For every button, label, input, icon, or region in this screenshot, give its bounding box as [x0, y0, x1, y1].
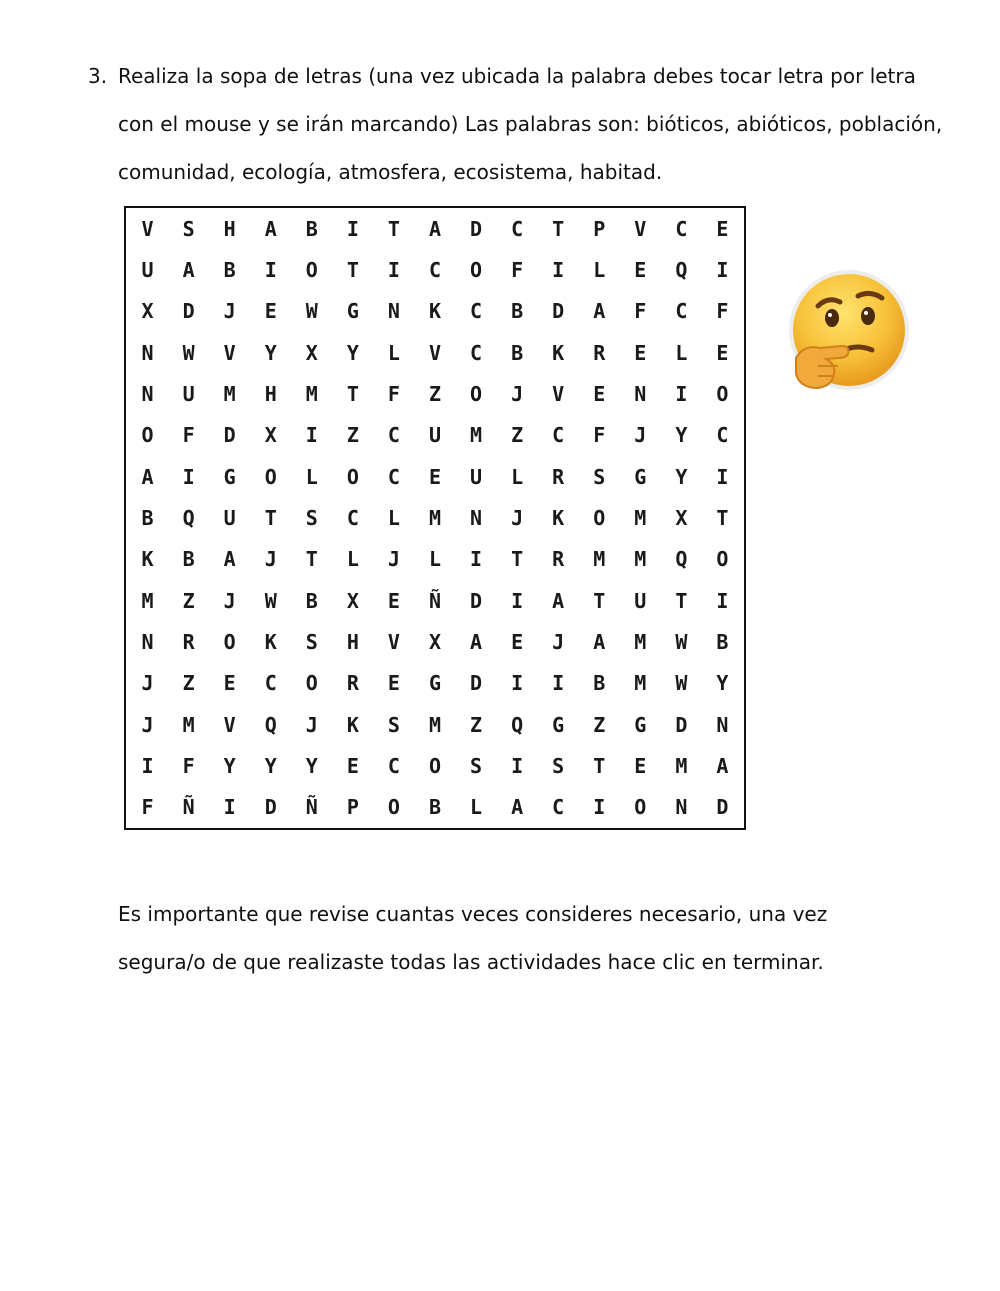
grid-cell[interactable]: M — [634, 547, 647, 572]
grid-cell[interactable]: C — [470, 340, 483, 365]
grid-cell[interactable]: B — [182, 547, 195, 572]
grid-cell[interactable]: Z — [182, 588, 195, 613]
grid-cell[interactable]: V — [223, 340, 236, 365]
grid-cell[interactable]: J — [141, 712, 154, 737]
grid-cell[interactable]: I — [264, 257, 277, 282]
grid-cell[interactable]: T — [675, 588, 688, 613]
grid-cell[interactable]: Ñ — [428, 588, 442, 613]
grid-cell[interactable]: F — [182, 753, 195, 778]
grid-cell[interactable]: A — [141, 464, 154, 489]
grid-cell[interactable]: O — [716, 381, 729, 406]
grid-cell[interactable]: D — [716, 795, 729, 820]
grid-cell[interactable]: S — [305, 629, 318, 654]
grid-cell[interactable]: L — [305, 464, 318, 489]
grid-cell[interactable]: O — [346, 464, 359, 489]
grid-cell[interactable]: O — [428, 753, 442, 778]
grid-cell[interactable]: X — [346, 588, 359, 613]
instruction-number: 3. — [88, 64, 108, 88]
grid-cell[interactable]: I — [716, 588, 729, 613]
grid-cell[interactable]: C — [470, 299, 483, 324]
grid-cell[interactable]: J — [634, 423, 647, 448]
grid-cell[interactable]: W — [182, 340, 195, 365]
grid-cell[interactable]: C — [552, 423, 565, 448]
grid-cell[interactable]: F — [593, 423, 606, 448]
grid-cell[interactable]: A — [716, 753, 729, 778]
grid-cell[interactable]: R — [552, 464, 565, 489]
grid-cell[interactable]: V — [223, 712, 236, 737]
grid-cell[interactable]: N — [675, 795, 688, 820]
grid-cell[interactable]: J — [264, 547, 277, 572]
grid-cell[interactable]: Y — [223, 753, 236, 778]
grid-cell[interactable]: Q — [182, 505, 195, 530]
grid-cell[interactable]: E — [387, 671, 400, 696]
grid-cell[interactable]: J — [223, 588, 236, 613]
grid-cell[interactable]: S — [387, 712, 400, 737]
grid-cell[interactable]: M — [634, 671, 647, 696]
grid-cell[interactable]: H — [264, 381, 277, 406]
grid-cell[interactable]: L — [428, 547, 442, 572]
grid-cell[interactable]: Ñ — [182, 795, 195, 820]
grid-cell[interactable]: Y — [264, 340, 277, 365]
grid-cell[interactable]: C — [387, 753, 400, 778]
grid-cell[interactable]: J — [223, 299, 236, 324]
grid-cell[interactable]: F — [141, 795, 154, 820]
grid-cell[interactable]: R — [593, 340, 606, 365]
grid-cell[interactable]: M — [470, 423, 483, 448]
grid-cell[interactable]: E — [428, 464, 442, 489]
grid-cell[interactable]: F — [182, 423, 195, 448]
grid-cell[interactable]: E — [634, 257, 647, 282]
grid-cell[interactable]: T — [593, 588, 606, 613]
grid-cell[interactable]: O — [470, 257, 483, 282]
grid-cell[interactable]: U — [634, 588, 647, 613]
grid-cell[interactable]: I — [387, 257, 400, 282]
grid-cell[interactable]: D — [470, 588, 483, 613]
grid-cell[interactable]: U — [141, 257, 154, 282]
grid-cell[interactable]: A — [264, 216, 277, 241]
grid-cell[interactable]: Ñ — [305, 795, 318, 820]
grid-cell[interactable]: C — [511, 216, 524, 241]
grid-cell[interactable]: G — [223, 464, 236, 489]
grid-cell[interactable]: Y — [716, 671, 729, 696]
grid-cell[interactable]: M — [634, 505, 647, 530]
grid-cell[interactable]: X — [675, 505, 688, 530]
grid-cell[interactable]: C — [552, 795, 565, 820]
grid-cell[interactable]: B — [716, 629, 729, 654]
grid-cell[interactable]: B — [593, 671, 606, 696]
grid-cell[interactable]: T — [552, 216, 565, 241]
grid-cell[interactable]: E — [264, 299, 277, 324]
thinking-face-icon — [782, 266, 914, 398]
grid-cell[interactable]: E — [511, 629, 524, 654]
grid-cell[interactable]: G — [634, 464, 647, 489]
grid-cell[interactable]: A — [470, 629, 483, 654]
grid-cell[interactable]: D — [675, 712, 688, 737]
grid-cell[interactable]: U — [428, 423, 442, 448]
grid-cell[interactable]: A — [593, 299, 606, 324]
grid-cell[interactable]: A — [428, 216, 442, 241]
grid-cell[interactable]: M — [634, 629, 647, 654]
grid-cell[interactable]: I — [716, 257, 729, 282]
grid-cell[interactable]: T — [387, 216, 400, 241]
grid-cell[interactable]: Z — [511, 423, 524, 448]
grid-cell[interactable]: O — [634, 795, 647, 820]
grid-cell[interactable]: D — [552, 299, 565, 324]
grid-cell[interactable]: L — [387, 340, 400, 365]
grid-cell[interactable]: J — [552, 629, 565, 654]
grid-cell[interactable]: T — [346, 381, 359, 406]
grid-cell[interactable]: H — [223, 216, 236, 241]
grid-cell[interactable]: V — [387, 629, 400, 654]
grid-cell[interactable]: R — [346, 671, 359, 696]
grid-cell[interactable]: D — [223, 423, 236, 448]
grid-cell[interactable]: E — [634, 340, 647, 365]
grid-cell[interactable]: K — [346, 712, 359, 737]
grid-cell[interactable]: J — [305, 712, 318, 737]
grid-cell[interactable]: O — [305, 671, 318, 696]
grid-cell[interactable]: I — [511, 671, 524, 696]
grid-cell[interactable]: C — [264, 671, 277, 696]
grid-cell[interactable]: Y — [675, 423, 688, 448]
grid-cell[interactable]: Y — [305, 753, 318, 778]
grid-cell[interactable]: X — [428, 629, 442, 654]
word-search-box — [124, 206, 746, 830]
grid-cell[interactable]: I — [511, 588, 524, 613]
grid-cell[interactable]: X — [305, 340, 318, 365]
grid-cell[interactable]: Y — [264, 753, 277, 778]
grid-cell[interactable]: L — [593, 257, 606, 282]
grid-cell[interactable]: H — [346, 629, 359, 654]
grid-cell[interactable]: Y — [346, 340, 359, 365]
grid-cell[interactable]: P — [346, 795, 359, 820]
grid-cell[interactable]: T — [264, 505, 277, 530]
grid-cell[interactable]: D — [264, 795, 277, 820]
grid-cell[interactable]: W — [305, 299, 318, 324]
grid-cell[interactable]: K — [264, 629, 277, 654]
grid-cell[interactable]: O — [223, 629, 236, 654]
grid-cell[interactable]: N — [470, 505, 483, 530]
grid-cell[interactable]: J — [511, 505, 524, 530]
grid-cell[interactable]: F — [511, 257, 524, 282]
grid-cell[interactable]: K — [552, 505, 565, 530]
instruction-block — [88, 52, 948, 196]
grid-cell[interactable]: X — [141, 299, 154, 324]
grid-cell[interactable]: S — [552, 753, 565, 778]
grid-cell[interactable]: U — [470, 464, 483, 489]
grid-cell[interactable]: N — [716, 712, 729, 737]
grid-cell[interactable]: M — [428, 712, 442, 737]
grid-cell[interactable]: Q — [264, 712, 277, 737]
grid-cell[interactable]: R — [552, 547, 565, 572]
grid-cell[interactable]: F — [634, 299, 647, 324]
grid-cell[interactable]: B — [305, 216, 318, 241]
grid-cell[interactable]: U — [182, 381, 195, 406]
grid-cell[interactable]: C — [346, 505, 359, 530]
grid-cell[interactable]: A — [511, 795, 524, 820]
grid-cell[interactable]: T — [511, 547, 524, 572]
closing-line-1: Es importante que revise cuantas veces consideres necesario, una vez — [118, 902, 828, 926]
grid-cell[interactable]: B — [428, 795, 442, 820]
grid-cell[interactable]: E — [593, 381, 606, 406]
grid-cell[interactable]: O — [716, 547, 729, 572]
grid-cell[interactable]: C — [716, 423, 729, 448]
grid-cell[interactable]: S — [305, 505, 318, 530]
grid-cell[interactable]: K — [552, 340, 565, 365]
closing-line-2: segura/o de que realizaste todas las actividades hace clic en terminar. — [118, 950, 824, 974]
grid-cell[interactable]: M — [593, 547, 606, 572]
grid-cell[interactable]: G — [346, 299, 359, 324]
grid-cell[interactable]: A — [223, 547, 236, 572]
grid-cell[interactable]: Z — [428, 381, 442, 406]
grid-cell[interactable]: B — [511, 299, 524, 324]
grid-cell[interactable]: B — [141, 505, 154, 530]
grid-cell[interactable]: C — [428, 257, 442, 282]
grid-cell[interactable]: V — [552, 381, 565, 406]
grid-cell[interactable]: I — [716, 464, 729, 489]
grid-cell[interactable]: K — [141, 547, 154, 572]
grid-cell[interactable]: A — [552, 588, 565, 613]
grid-cell[interactable]: I — [511, 753, 524, 778]
grid-cell[interactable]: S — [593, 464, 606, 489]
grid-cell[interactable]: W — [264, 588, 277, 613]
grid-cell[interactable]: E — [223, 671, 236, 696]
grid-cell[interactable]: L — [346, 547, 359, 572]
grid-cell[interactable]: N — [141, 381, 154, 406]
grid-cell[interactable]: M — [305, 381, 318, 406]
grid-cell[interactable]: Z — [182, 671, 195, 696]
grid-cell[interactable]: T — [593, 753, 606, 778]
grid-cell[interactable]: A — [593, 629, 606, 654]
grid-cell[interactable]: L — [675, 340, 688, 365]
grid-cell[interactable]: R — [182, 629, 195, 654]
grid-cell[interactable]: D — [470, 671, 483, 696]
grid-cell[interactable]: N — [634, 381, 647, 406]
grid-cell[interactable]: E — [716, 216, 729, 241]
grid-cell[interactable]: F — [716, 299, 729, 324]
grid-cell[interactable]: O — [387, 795, 400, 820]
grid-cell[interactable]: Z — [346, 423, 359, 448]
grid-cell[interactable]: J — [511, 381, 524, 406]
grid-cell[interactable]: N — [141, 629, 154, 654]
grid-cell[interactable]: M — [141, 588, 154, 613]
grid-cell[interactable]: I — [552, 671, 565, 696]
grid-cell[interactable]: L — [511, 464, 524, 489]
grid-cell[interactable]: E — [716, 340, 729, 365]
grid-cell[interactable]: U — [223, 505, 236, 530]
grid-cell[interactable]: B — [511, 340, 524, 365]
grid-cell[interactable]: V — [428, 340, 442, 365]
grid-cell[interactable]: T — [305, 547, 318, 572]
grid-cell[interactable]: P — [593, 216, 606, 241]
grid-cell[interactable]: J — [387, 547, 400, 572]
grid-cell[interactable]: Y — [675, 464, 688, 489]
grid-cell[interactable]: N — [387, 299, 400, 324]
grid-cell[interactable]: L — [387, 505, 400, 530]
grid-cell[interactable]: T — [716, 505, 729, 530]
grid-cell[interactable]: M — [223, 381, 236, 406]
grid-cell[interactable]: Z — [470, 712, 483, 737]
grid-cell[interactable]: V — [141, 216, 154, 241]
grid-cell[interactable]: G — [428, 671, 442, 696]
grid-cell[interactable]: N — [141, 340, 154, 365]
grid-cell[interactable]: L — [470, 795, 483, 820]
grid-cell[interactable]: M — [675, 753, 688, 778]
grid-cell[interactable]: M — [428, 505, 442, 530]
grid-cell[interactable]: I — [182, 464, 195, 489]
grid-cell[interactable]: I — [593, 795, 606, 820]
grid-cell[interactable]: C — [387, 423, 400, 448]
grid-cell[interactable]: I — [141, 753, 154, 778]
grid-cell[interactable]: G — [634, 712, 647, 737]
grid-cell[interactable]: W — [675, 629, 688, 654]
grid-cell[interactable]: O — [305, 257, 318, 282]
grid-cell[interactable]: J — [141, 671, 154, 696]
instruction-text: Realiza la sopa de letras (una vez ubicada la palabra debes tocar letra por letra con el mouse y se irán marcando) Las palabras son: bióticos, abióticos, población, comunidad, ecología, atmosfera, ecosistema, habitad. — [118, 64, 943, 184]
closing-block — [118, 890, 958, 986]
grid-cell[interactable]: V — [634, 216, 647, 241]
grid-cell[interactable]: S — [182, 216, 195, 241]
grid-cell[interactable]: D — [182, 299, 195, 324]
grid-cell[interactable]: E — [634, 753, 647, 778]
grid-cell[interactable]: C — [675, 216, 688, 241]
grid-cell[interactable]: D — [470, 216, 483, 241]
grid-cell[interactable]: F — [387, 381, 400, 406]
grid-cell[interactable]: E — [346, 753, 359, 778]
grid-cell[interactable]: Q — [511, 712, 524, 737]
grid-cell[interactable]: X — [264, 423, 277, 448]
grid-cell[interactable]: Z — [593, 712, 606, 737]
grid-cell[interactable]: I — [346, 216, 359, 241]
grid-cell[interactable]: A — [182, 257, 195, 282]
grid-cell[interactable]: C — [387, 464, 400, 489]
grid-cell[interactable]: B — [305, 588, 318, 613]
grid-cell[interactable]: O — [141, 423, 154, 448]
grid-cell[interactable]: T — [346, 257, 359, 282]
grid-cell[interactable]: I — [675, 381, 688, 406]
grid-cell[interactable]: B — [223, 257, 236, 282]
grid-cell[interactable]: I — [470, 547, 483, 572]
grid-cell[interactable]: I — [223, 795, 236, 820]
grid-cell[interactable]: M — [182, 712, 195, 737]
grid-cell[interactable]: O — [470, 381, 483, 406]
grid-cell[interactable]: S — [470, 753, 483, 778]
grid-cell[interactable]: K — [428, 299, 442, 324]
word-search-grid — [126, 208, 744, 828]
grid-cell[interactable]: I — [552, 257, 565, 282]
grid-cell[interactable]: I — [305, 423, 318, 448]
grid-cell[interactable]: C — [675, 299, 688, 324]
grid-cell[interactable]: O — [264, 464, 277, 489]
grid-cell[interactable]: O — [593, 505, 606, 530]
grid-cell[interactable]: Q — [675, 257, 688, 282]
grid-cell[interactable]: Q — [675, 547, 688, 572]
grid-cell[interactable]: E — [387, 588, 400, 613]
grid-cell[interactable]: G — [552, 712, 565, 737]
grid-cell[interactable]: W — [675, 671, 688, 696]
